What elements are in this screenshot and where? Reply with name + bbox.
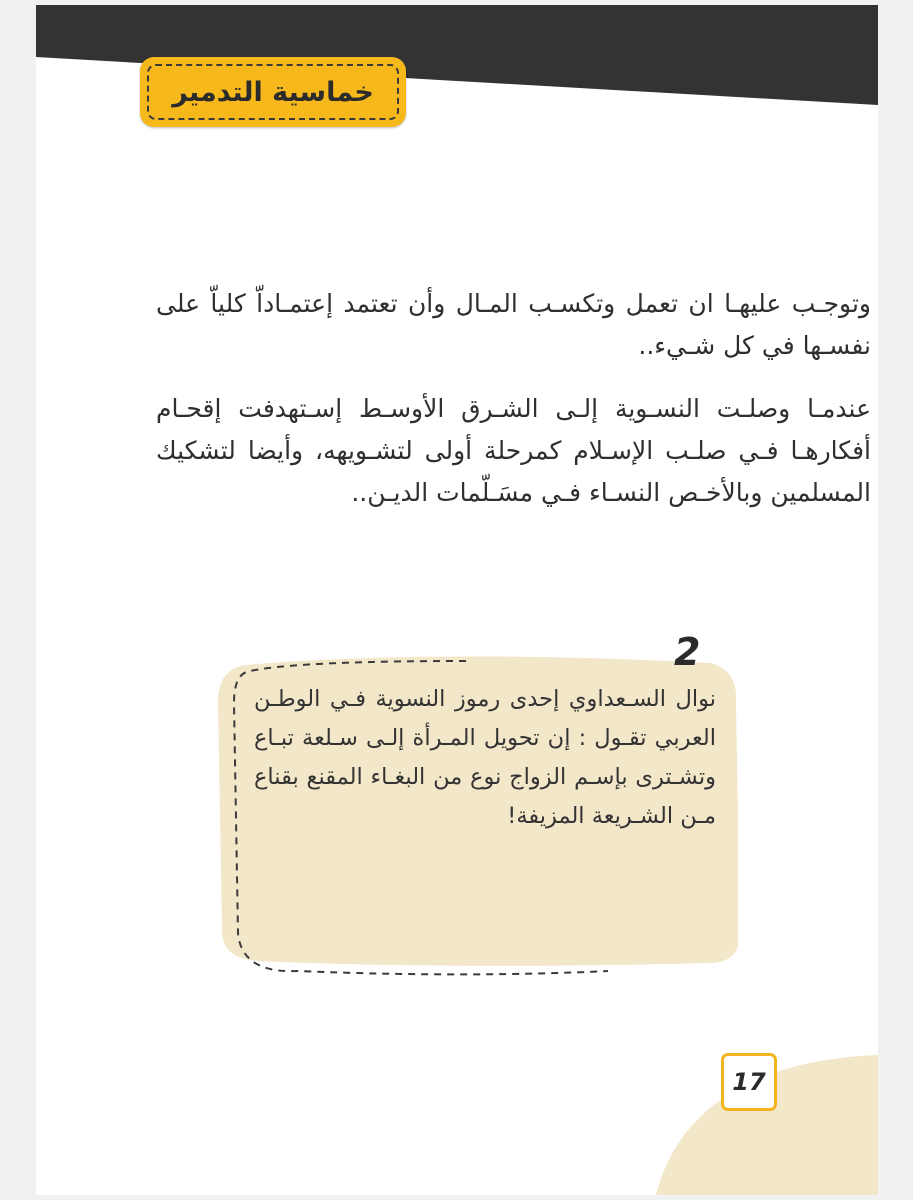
page-title: خماسية التدمير	[172, 76, 374, 108]
book-page	[36, 5, 878, 1195]
page-number: 17	[732, 1068, 766, 1096]
note-number: 2	[674, 630, 701, 674]
quote-text: نوال السـعداوي إحدى رموز النسوية فـي الوطـن العربي تقـول : إن تحويل المـرأة إلـى سـلعة تبـاع وتشـترى بإسـم الزواج نوع من البغـاء المقنع بقناع مـن الشـريعة المزيفة!	[254, 686, 716, 829]
title-tag-dashed-border	[147, 64, 399, 120]
body-paragraph-2: عندمـا وصلـت النسـوية إلـى الشـرق الأوسـط إسـتهدفت إقحـام أفكارهـا فـي صلـب الإسـلام كمرحلة أولى لتشـويهه، وأيضا لتشكيك المسلمين وبالأخـص النسـاء فـي مسَـلّمات الديـن..	[156, 394, 871, 507]
page-number-badge	[721, 1053, 777, 1111]
body-paragraph-1: وتوجـب عليهـا ان تعمل وتكسـب المـال وأن تعتمد إعتمـاداّ كلياّ على نفسـها في كل شـيء..	[156, 289, 871, 360]
title-tag	[140, 57, 406, 127]
